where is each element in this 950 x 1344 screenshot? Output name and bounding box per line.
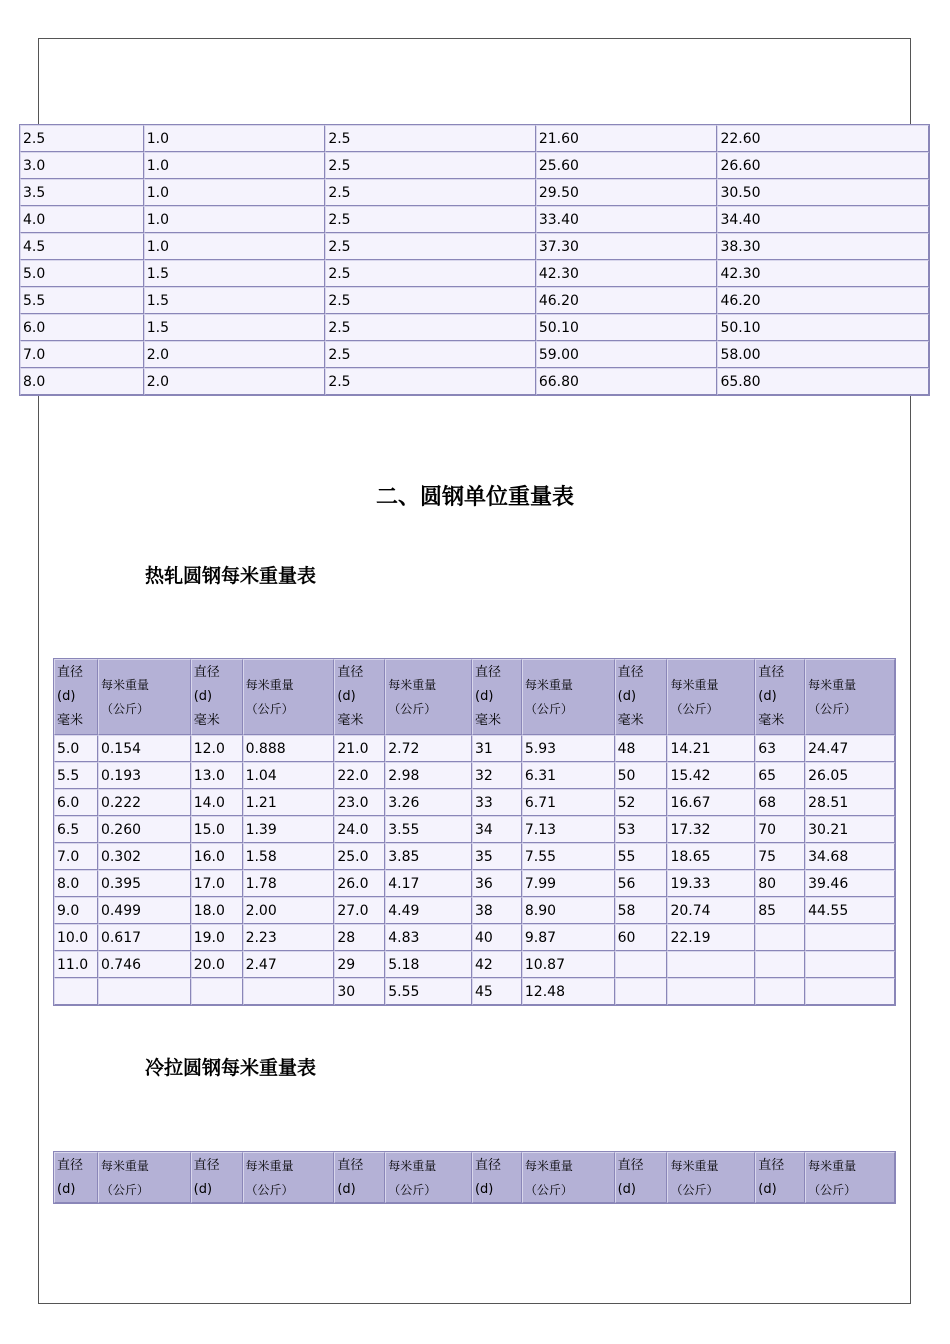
table-cell: 85: [755, 897, 805, 924]
table-cell: 1.78: [243, 870, 335, 897]
header-text: 每米重量: [388, 1158, 437, 1173]
table-cell: 34.40: [717, 206, 929, 233]
table-cell: [98, 978, 191, 1005]
table-row: [54, 762, 895, 789]
table-row: [20, 314, 929, 341]
table-cell: 5.0: [20, 260, 144, 287]
header-text: (d): [57, 1181, 76, 1197]
table-row: [20, 206, 929, 233]
table-cell: [755, 951, 805, 978]
table-cell: 4.5: [20, 233, 144, 260]
header-text: 直径: [337, 1157, 364, 1173]
table-cell: 1.0: [144, 206, 326, 233]
table-cell: 3.85: [385, 843, 472, 870]
header-text: 每米重量: [388, 678, 437, 692]
header-text: 毫米: [337, 713, 364, 728]
table-cell: 2.0: [144, 341, 326, 368]
table-cell: 0.154: [98, 735, 191, 762]
table-header-row: [54, 1152, 895, 1203]
header-text: （公斤）: [245, 702, 294, 716]
table-cell: 2.5: [325, 341, 536, 368]
header-text: (d): [57, 689, 76, 704]
header-text: （公斤）: [524, 702, 573, 716]
table-cell: 9.87: [522, 924, 615, 951]
table-cell: 1.5: [144, 314, 326, 341]
table-cell: 2.00: [243, 897, 335, 924]
table-cell: 2.5: [325, 287, 536, 314]
cold-drawn-title: 冷拉圆钢每米重量表: [145, 1057, 317, 1079]
table-row: [20, 179, 929, 206]
table-cell: 3.0: [20, 152, 144, 179]
table-cell: 38: [472, 897, 522, 924]
table-cell: 4.49: [385, 897, 472, 924]
table-cell: 5.5: [54, 762, 98, 789]
table-cell: 6.0: [20, 314, 144, 341]
header-text: (d): [475, 689, 494, 704]
table-cell: [191, 978, 243, 1005]
table-cell: 8.0: [54, 870, 98, 897]
header-text: 每米重量: [808, 1158, 857, 1173]
table-cell: 66.80: [536, 368, 718, 395]
table-cell: 55: [615, 843, 668, 870]
table-row: [54, 978, 895, 1005]
table-cell: 10.87: [522, 951, 615, 978]
weight-header: [98, 1152, 191, 1203]
table-row: [20, 125, 929, 152]
table-cell: 65.80: [717, 368, 929, 395]
table-row: [20, 260, 929, 287]
table-cell: 48: [615, 735, 668, 762]
table-cell: 2.0: [144, 368, 326, 395]
table-cell: [54, 978, 98, 1005]
header-text: 每米重量: [100, 678, 149, 692]
weight-header: [805, 659, 895, 735]
table-cell: 50.10: [717, 314, 929, 341]
table-cell: [755, 924, 805, 951]
table-cell: 6.31: [522, 762, 615, 789]
table-cell: 50: [615, 762, 668, 789]
table-row: [20, 368, 929, 395]
table-cell: 2.5: [325, 260, 536, 287]
table-cell: 1.0: [144, 125, 326, 152]
table-cell: 68: [755, 789, 805, 816]
table-cell: 1.04: [243, 762, 335, 789]
header-text: （公斤）: [245, 1182, 294, 1197]
table-cell: 7.99: [522, 870, 615, 897]
table-cell: 58: [615, 897, 668, 924]
table-cell: 29.50: [536, 179, 718, 206]
header-text: 直径: [758, 665, 785, 680]
table-cell: 36: [472, 870, 522, 897]
table-cell: 22.60: [717, 125, 929, 152]
table-cell: 20.0: [191, 951, 243, 978]
table-cell: 3.5: [20, 179, 144, 206]
header-text: （公斤）: [100, 702, 149, 716]
header-text: （公斤）: [524, 1182, 573, 1197]
table-cell: 12.0: [191, 735, 243, 762]
table-cell: [805, 951, 895, 978]
table-cell: 8.90: [522, 897, 615, 924]
header-text: (d): [193, 689, 213, 704]
table-cell: [805, 924, 895, 951]
header-text: 直径: [617, 1157, 644, 1173]
header-text: 直径: [193, 1157, 220, 1173]
table-cell: 3.26: [385, 789, 472, 816]
table-cell: 35: [472, 843, 522, 870]
table-cell: 2.23: [243, 924, 335, 951]
table-cell: [615, 951, 668, 978]
header-text: 直径: [475, 665, 502, 680]
table-cell: 1.0: [144, 179, 326, 206]
table-cell: 29: [334, 951, 385, 978]
table-cell: 14.21: [667, 735, 755, 762]
table-cell: 7.0: [20, 341, 144, 368]
table-cell: 30.50: [717, 179, 929, 206]
table-cell: 30.21: [805, 816, 895, 843]
table-cell: 24.47: [805, 735, 895, 762]
table-row: [20, 233, 929, 260]
table-cell: 34: [472, 816, 522, 843]
table-cell: 40: [472, 924, 522, 951]
table-cell: 7.13: [522, 816, 615, 843]
header-text: 每米重量: [245, 1158, 294, 1173]
diameter-header: [334, 659, 385, 735]
table-cell: 9.0: [54, 897, 98, 924]
header-text: 直径: [57, 665, 84, 680]
header-text: （公斤）: [388, 702, 437, 716]
table-cell: 5.55: [385, 978, 472, 1005]
table-cell: 18.0: [191, 897, 243, 924]
spec-table: [19, 124, 930, 396]
table-cell: 17.32: [667, 816, 755, 843]
table-cell: 2.47: [243, 951, 335, 978]
table-row: [54, 924, 895, 951]
header-text: 每米重量: [524, 1158, 573, 1173]
diameter-header: [472, 1152, 522, 1203]
weight-header: [385, 1152, 472, 1203]
table-cell: 10.0: [54, 924, 98, 951]
table-row: [54, 816, 895, 843]
table-cell: 0.888: [243, 735, 335, 762]
diameter-header: [615, 1152, 668, 1203]
table-cell: 38.30: [717, 233, 929, 260]
table-cell: 1.39: [243, 816, 335, 843]
header-text: 毫米: [758, 713, 785, 728]
table-cell: 2.98: [385, 762, 472, 789]
header-text: （公斤）: [808, 702, 857, 716]
table-cell: [615, 978, 668, 1005]
diameter-header: [755, 1152, 805, 1203]
table-cell: 42: [472, 951, 522, 978]
hot-rolled-title: 热轧圆钢每米重量表: [145, 565, 317, 587]
header-text: (d): [337, 689, 356, 704]
table-cell: 16.0: [191, 843, 243, 870]
table-cell: 7.0: [54, 843, 98, 870]
weight-header: [98, 659, 191, 735]
header-text: (d): [758, 689, 777, 704]
table-cell: 44.55: [805, 897, 895, 924]
table-row: [20, 287, 929, 314]
diameter-header: [472, 659, 522, 735]
table-cell: 0.193: [98, 762, 191, 789]
hot-rolled-table: [53, 658, 896, 1006]
table-cell: 5.0: [54, 735, 98, 762]
table-cell: 0.746: [98, 951, 191, 978]
table-cell: 80: [755, 870, 805, 897]
header-text: 直径: [758, 1157, 785, 1173]
table-cell: 45: [472, 978, 522, 1005]
table-cell: 1.58: [243, 843, 335, 870]
table-cell: 0.260: [98, 816, 191, 843]
diameter-header: [54, 659, 98, 735]
header-text: 直径: [337, 665, 364, 680]
diameter-header: [191, 659, 243, 735]
table-cell: 21.60: [536, 125, 718, 152]
header-text: 毫米: [57, 713, 84, 728]
table-cell: 6.5: [54, 816, 98, 843]
table-cell: 63: [755, 735, 805, 762]
table-cell: 14.0: [191, 789, 243, 816]
table-cell: 1.21: [243, 789, 335, 816]
table-cell: 33.40: [536, 206, 718, 233]
table-cell: 16.67: [667, 789, 755, 816]
table-cell: 15.0: [191, 816, 243, 843]
header-text: 直径: [57, 1157, 84, 1173]
weight-header: [667, 1152, 755, 1203]
table-cell: 37.30: [536, 233, 718, 260]
header-text: (d): [474, 1181, 494, 1197]
table-cell: 46.20: [536, 287, 718, 314]
weight-header: [243, 1152, 335, 1203]
table-header-row: [54, 659, 895, 735]
table-cell: 3.55: [385, 816, 472, 843]
table-cell: [243, 978, 335, 1005]
header-text: 毫米: [193, 713, 220, 728]
table-cell: 5.18: [385, 951, 472, 978]
table-cell: [667, 951, 755, 978]
header-text: 毫米: [475, 713, 502, 728]
table-cell: 7.55: [522, 843, 615, 870]
cold-drawn-table: [53, 1151, 896, 1204]
weight-header: [522, 1152, 615, 1203]
table-cell: 1.0: [144, 152, 326, 179]
table-cell: 5.5: [20, 287, 144, 314]
header-text: （公斤）: [100, 1182, 149, 1197]
table-cell: 17.0: [191, 870, 243, 897]
table-cell: 2.5: [325, 152, 536, 179]
table-cell: 2.5: [325, 179, 536, 206]
header-text: （公斤）: [670, 702, 719, 716]
table-cell: 70: [755, 816, 805, 843]
table-cell: [667, 978, 755, 1005]
diameter-header: [54, 1152, 98, 1203]
table-cell: 13.0: [191, 762, 243, 789]
header-text: 每米重量: [100, 1158, 149, 1173]
header-text: 每米重量: [808, 678, 857, 692]
table-cell: 19.33: [667, 870, 755, 897]
table-cell: 2.5: [325, 314, 536, 341]
table-cell: 32: [472, 762, 522, 789]
table-cell: 2.5: [325, 368, 536, 395]
table-cell: 26.60: [717, 152, 929, 179]
header-text: 每米重量: [670, 1158, 719, 1173]
weight-header: [522, 659, 615, 735]
table-cell: 39.46: [805, 870, 895, 897]
table-cell: 2.5: [325, 125, 536, 152]
table-cell: 22.0: [334, 762, 385, 789]
header-text: 毫米: [617, 713, 644, 728]
table-cell: 59.00: [536, 341, 718, 368]
table-cell: 1.5: [144, 287, 326, 314]
table-cell: 24.0: [334, 816, 385, 843]
table-cell: 1.0: [144, 233, 326, 260]
table-cell: 27.0: [334, 897, 385, 924]
table-cell: 4.0: [20, 206, 144, 233]
table-cell: 34.68: [805, 843, 895, 870]
table-cell: [805, 978, 895, 1005]
diameter-header: [191, 1152, 243, 1203]
table-cell: 0.499: [98, 897, 191, 924]
table-cell: 28.51: [805, 789, 895, 816]
header-text: （公斤）: [808, 1182, 857, 1197]
header-text: 直径: [474, 1157, 501, 1173]
weight-header: [243, 659, 335, 735]
table-cell: 25.0: [334, 843, 385, 870]
header-text: （公斤）: [670, 1182, 719, 1197]
table-cell: 23.0: [334, 789, 385, 816]
table-cell: 0.617: [98, 924, 191, 951]
table-cell: 53: [615, 816, 668, 843]
table-cell: 65: [755, 762, 805, 789]
table-cell: 2.72: [385, 735, 472, 762]
table-cell: 42.30: [536, 260, 718, 287]
header-text: (d): [337, 1181, 356, 1197]
table-cell: 0.222: [98, 789, 191, 816]
header-text: 直径: [193, 665, 220, 680]
table-row: [54, 735, 895, 762]
table-cell: 1.5: [144, 260, 326, 287]
table-cell: 52: [615, 789, 668, 816]
table-cell: 31: [472, 735, 522, 762]
table-cell: 6.71: [522, 789, 615, 816]
table-cell: 26.05: [805, 762, 895, 789]
table-cell: 11.0: [54, 951, 98, 978]
table-cell: 12.48: [522, 978, 615, 1005]
table-cell: 8.0: [20, 368, 144, 395]
header-text: 每米重量: [245, 678, 294, 692]
diameter-header: [615, 659, 668, 735]
table-cell: 46.20: [717, 287, 929, 314]
header-text: 每米重量: [524, 678, 573, 692]
table-cell: 19.0: [191, 924, 243, 951]
table-cell: 2.5: [325, 206, 536, 233]
header-text: 直径: [617, 665, 644, 680]
table-row: [54, 897, 895, 924]
table-row: [54, 789, 895, 816]
table-row: [20, 341, 929, 368]
table-cell: 4.83: [385, 924, 472, 951]
table-cell: [755, 978, 805, 1005]
table-cell: 75: [755, 843, 805, 870]
diameter-header: [755, 659, 805, 735]
header-text: (d): [617, 689, 637, 704]
table-cell: 6.0: [54, 789, 98, 816]
table-cell: 21.0: [334, 735, 385, 762]
table-cell: 2.5: [20, 125, 144, 152]
table-cell: 20.74: [667, 897, 755, 924]
table-cell: 2.5: [325, 233, 536, 260]
table-cell: 50.10: [536, 314, 718, 341]
table-cell: 42.30: [717, 260, 929, 287]
table-cell: 26.0: [334, 870, 385, 897]
diameter-header: [334, 1152, 385, 1203]
header-text: (d): [617, 1181, 637, 1197]
table-cell: 15.42: [667, 762, 755, 789]
header-text: (d): [758, 1181, 777, 1197]
table-cell: 60: [615, 924, 668, 951]
table-cell: 30: [334, 978, 385, 1005]
table-cell: 0.395: [98, 870, 191, 897]
table-row: [20, 152, 929, 179]
table-cell: 18.65: [667, 843, 755, 870]
section-title: 二、圆钢单位重量表: [375, 484, 574, 510]
table-cell: 33: [472, 789, 522, 816]
table-cell: 0.302: [98, 843, 191, 870]
table-cell: 4.17: [385, 870, 472, 897]
header-text: (d): [193, 1181, 213, 1197]
table-row: [54, 843, 895, 870]
table-row: [54, 951, 895, 978]
table-row: [54, 870, 895, 897]
weight-header: [385, 659, 472, 735]
weight-header: [805, 1152, 895, 1203]
table-cell: 56: [615, 870, 668, 897]
table-cell: 25.60: [536, 152, 718, 179]
header-text: 每米重量: [670, 678, 719, 692]
header-text: （公斤）: [388, 1182, 437, 1197]
table-cell: 28: [334, 924, 385, 951]
table-cell: 22.19: [667, 924, 755, 951]
weight-header: [667, 659, 755, 735]
table-cell: 58.00: [717, 341, 929, 368]
table-cell: 5.93: [522, 735, 615, 762]
